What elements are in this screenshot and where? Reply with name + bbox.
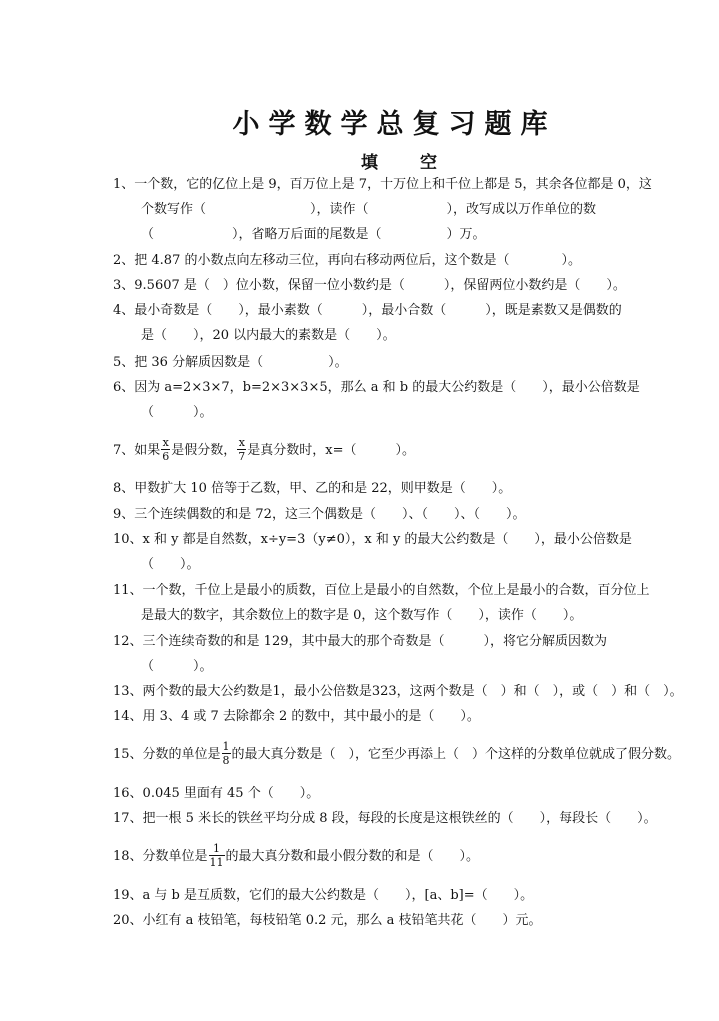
q4-line1: 4、最小奇数是（ ），最小素数（ ），最小合数（ ），既是素数又是偶数的 bbox=[113, 303, 622, 318]
section-heading-left: 填 bbox=[361, 153, 378, 173]
q7-fraction-2-numerator: x bbox=[238, 436, 245, 449]
question-3: 3、9.5607 是（ ）位小数，保留一位小数约是（ ），保留两位小数约是（ ）。 bbox=[113, 278, 626, 293]
question-10 bbox=[113, 527, 688, 577]
question-16: 16、0.045 里面有 45 个（ ）。 bbox=[113, 786, 320, 801]
q18-part-b: 的最大真分数和最小假分数的和是（ ）。 bbox=[225, 849, 480, 864]
question-11 bbox=[113, 578, 688, 628]
q15-part-b: 的最大真分数是（ ），它至少再添上（ ）个这样的分数单位就成了假分数。 bbox=[231, 747, 681, 762]
section-heading bbox=[361, 148, 437, 173]
q12-line2: （ ）。 bbox=[141, 659, 213, 674]
question-17: 17、把一根 5 米长的铁丝平均分成 8 段，每段的长度是这根铁丝的（ ），每段长（ ）。 bbox=[113, 811, 657, 826]
q1-line2: 个数写作（ ），读作（ ），改写成以万作单位的数 bbox=[141, 202, 597, 217]
question-19: 19、a 与 b 是互质数，它们的最大公约数是（ ），[a、b]=（ ）。 bbox=[113, 888, 534, 903]
q11-line2: 是最大的数字，其余数位上的数字是 0，这个数写作（ ），读作（ ）。 bbox=[141, 608, 583, 623]
q12-line1: 12、三个连续奇数的和是 129，其中最大的那个奇数是（ ），将它分解质因数为 bbox=[113, 634, 607, 649]
q18-part-a: 18、分数单位是 bbox=[113, 849, 208, 864]
q6-line1: 6、因为 a=2×3×7，b=2×3×3×5，那么 a 和 b 的最大公约数是（ ），最小公倍数是 bbox=[113, 380, 640, 395]
q6-line2: （ ）。 bbox=[141, 405, 213, 420]
question-5: 5、把 36 分解质因数是（ ）。 bbox=[113, 355, 348, 370]
q11-line1: 11、一个数，千位上是最小的质数，百位上是最小的自然数，个位上是最小的合数，百分位上 bbox=[113, 583, 650, 598]
q18-fraction-denominator: 11 bbox=[209, 856, 224, 869]
q1-line3: （ ），省略万后面的尾数是（ ）万。 bbox=[141, 227, 486, 242]
q15-fraction bbox=[222, 740, 231, 767]
q7-part-c: 是真分数时，x=（ ）。 bbox=[247, 443, 416, 458]
q4-line2: 是（ ），20 以内最大的素数是（ ）。 bbox=[141, 328, 396, 343]
q7-fraction-1-numerator: x bbox=[162, 436, 169, 449]
question-8: 8、甲数扩大 10 倍等于乙数，甲、乙的和是 22，则甲数是（ ）。 bbox=[113, 481, 512, 496]
section-heading-right: 空 bbox=[420, 153, 437, 173]
question-12 bbox=[113, 629, 688, 679]
q7-fraction-1-denominator: 6 bbox=[162, 450, 170, 463]
q1-line1: 1、一个数，它的亿位上是 9，百万位上是 7，十万位上和千位上都是 5，其余各位都是 0，这 bbox=[113, 177, 652, 192]
q7-part-b: 是假分数， bbox=[171, 443, 237, 458]
question-1 bbox=[113, 172, 688, 247]
q7-fraction-1 bbox=[161, 436, 170, 463]
q18-fraction-numerator: 1 bbox=[209, 842, 225, 856]
q10-line2: （ ）。 bbox=[141, 557, 200, 572]
q7-fraction-2-denominator: 7 bbox=[238, 450, 246, 463]
question-7 bbox=[113, 437, 688, 464]
q15-fraction-denominator: 8 bbox=[222, 754, 230, 767]
q10-line1: 10、x 和 y 都是自然数，x÷y=3（y≠0），x 和 y 的最大公约数是（ ），最小公倍数是 bbox=[113, 532, 632, 547]
question-9: 9、三个连续偶数的和是 72，这三个偶数是（ ）、（ ）、（ ）。 bbox=[113, 507, 526, 522]
q18-fraction bbox=[209, 842, 225, 869]
question-20: 20、小红有 a 枝铅笔，每枝铅笔 0.2 元，那么 a 枝铅笔共花（ ）元。 bbox=[113, 913, 542, 928]
question-6 bbox=[113, 375, 688, 425]
question-2: 2、把 4.87 的小数点向左移动三位，再向右移动两位后，这个数是（ ）。 bbox=[113, 253, 581, 268]
q7-fraction-2 bbox=[237, 436, 246, 463]
question-14: 14、用 3、4 或 7 去除都余 2 的数中，其中最小的是（ ）。 bbox=[113, 709, 480, 724]
question-13: 13、两个数的最大公约数是1，最小公倍数是323，这两个数是（ ）和（ ），或（ ）和（ ）。 bbox=[113, 684, 683, 699]
question-18 bbox=[113, 843, 688, 870]
question-4 bbox=[113, 298, 688, 348]
q15-fraction-numerator: 1 bbox=[222, 740, 230, 753]
q15-part-a: 15、分数的单位是 bbox=[113, 747, 221, 762]
q7-part-a: 7、如果 bbox=[113, 443, 161, 458]
question-15 bbox=[113, 741, 688, 768]
page-title: 小学数学总复习题库 bbox=[232, 109, 557, 140]
